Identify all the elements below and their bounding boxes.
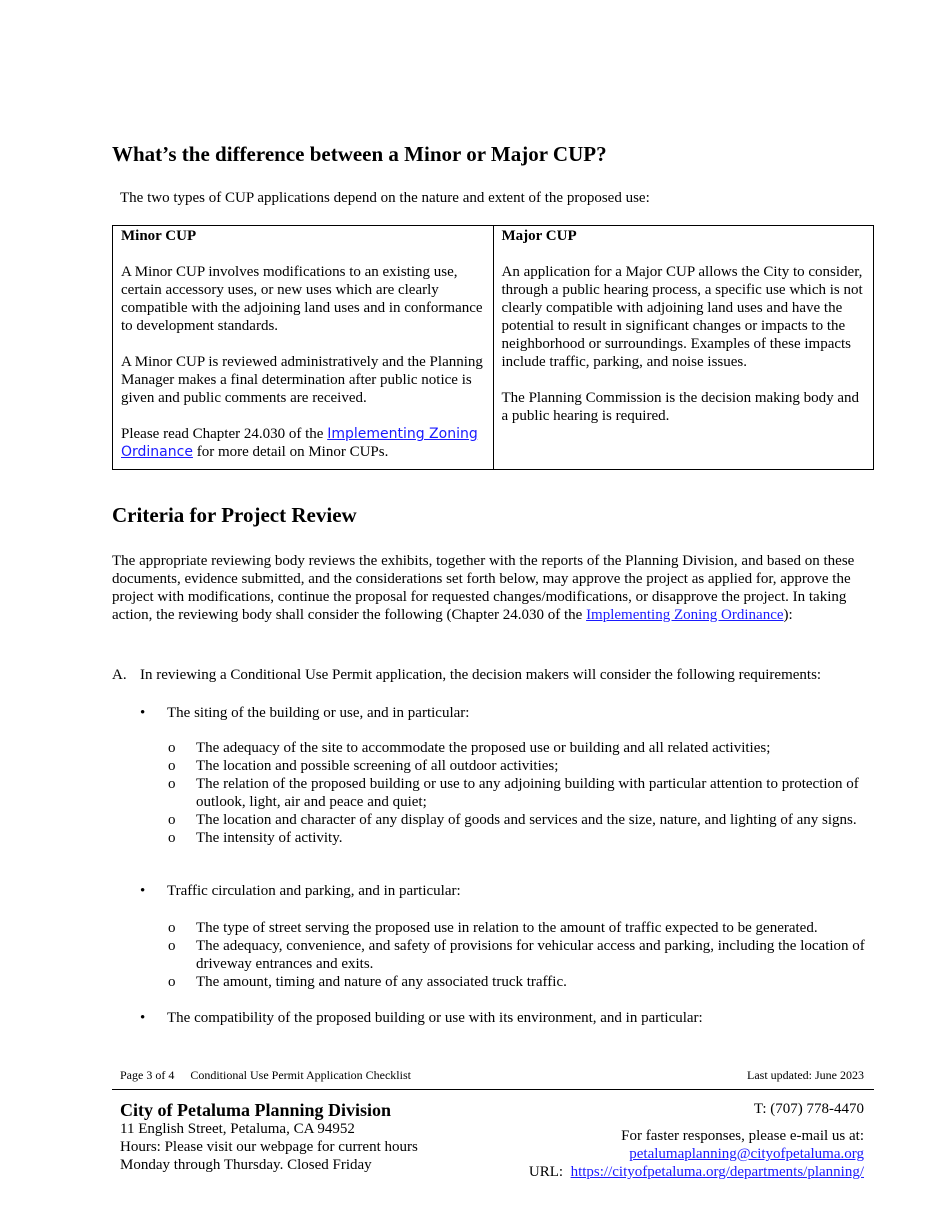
bullet-text: The siting of the building or use, and in particular:: [167, 705, 470, 721]
zoning-ordinance-link-2[interactable]: Implementing Zoning Ordinance: [586, 607, 784, 623]
sub-list-item: [168, 919, 874, 937]
minor-cup-para-1: A Minor CUP involves modifications to an existing use, certain accessory uses, or new uses which are clearly compatible with the adjoining land uses and in conformance to development standards.: [121, 264, 483, 334]
major-cup-para-2: The Planning Commission is the decision making body and a public hearing is required.: [501, 390, 859, 424]
footer-divider: [112, 1089, 874, 1090]
sub-list-traffic: [168, 919, 874, 991]
sub-list-siting: [168, 739, 874, 847]
minor-cup-para-3-before: Please read Chapter 24.030 of the: [121, 426, 328, 442]
sub-list-item: [168, 757, 874, 775]
bullet-item-siting: [140, 704, 874, 722]
list-item-a: [112, 666, 874, 684]
major-cup-para-1: An application for a Major CUP allows the City to consider, through a public hearing process, a specific use which is not clearly compatible with adjoining land uses and have the potential to result in significant changes or impacts to the neighborhood or surroundings. Examples of these impacts include traffic, parking, and noise issues.: [501, 264, 863, 370]
sub-list-item: [168, 829, 874, 847]
last-updated: Last updated: June 2023: [747, 1068, 864, 1082]
minor-cup-cell: [113, 226, 494, 470]
minor-cup-para-3: [121, 425, 485, 461]
section-heading-cup-difference: What’s the difference between a Minor or Major CUP?: [112, 142, 607, 166]
sub-list-item-text: The location and possible screening of all outdoor activities;: [196, 758, 559, 774]
circle-bullet-icon: o: [168, 974, 176, 990]
sub-list-item-text: The type of street serving the proposed use in relation to the amount of traffic expected to be generated.: [196, 920, 818, 936]
bullet-icon: •: [140, 1010, 146, 1026]
major-cup-cell: [493, 226, 874, 470]
planning-url-link[interactable]: https://cityofpetaluma.org/departments/planning/: [570, 1164, 864, 1180]
criteria-para-after: ):: [783, 607, 793, 623]
sub-list-item-text: The amount, timing and nature of any associated truck traffic.: [196, 974, 567, 990]
bullet-icon: •: [140, 705, 146, 721]
list-item-a-text: In reviewing a Conditional Use Permit application, the decision makers will consider the following requirements:: [140, 667, 822, 683]
circle-bullet-icon: o: [168, 830, 176, 846]
sub-list-item-text: The adequacy of the site to accommodate the proposed use or building and all related activities;: [196, 740, 771, 756]
bullet-item-traffic: [140, 882, 874, 900]
footer-contact-left: [120, 1100, 418, 1174]
circle-bullet-icon: o: [168, 758, 176, 774]
criteria-paragraph: [112, 552, 874, 624]
bullet-text: The compatibility of the proposed building or use with its environment, and in particular:: [167, 1010, 703, 1026]
circle-bullet-icon: o: [168, 812, 176, 828]
bullet-item-compatibility: [140, 1009, 874, 1027]
document-title: Conditional Use Permit Application Checklist: [190, 1068, 411, 1082]
days: Monday through Thursday. Closed Friday: [120, 1157, 372, 1173]
hours: Hours: Please visit our webpage for current hours: [120, 1139, 418, 1155]
email-link[interactable]: petalumaplanning@cityofpetaluma.org: [629, 1146, 864, 1162]
sub-list-item-text: The adequacy, convenience, and safety of provisions for vehicular access and parking, including the location of driveway entrances and exits.: [196, 938, 865, 972]
section-intro: The two types of CUP applications depend on the nature and extent of the proposed use:: [120, 190, 650, 206]
list-item-a-label: A.: [112, 667, 127, 683]
sub-list-item: [168, 973, 874, 991]
bullet-icon: •: [140, 883, 146, 899]
page-number: Page 3 of 4: [120, 1068, 175, 1082]
footer-meta: [120, 1066, 864, 1084]
minor-cup-para-2: A Minor CUP is reviewed administratively and the Planning Manager makes a final determination after public notice is given and public comments are received.: [121, 354, 483, 406]
minor-cup-para-3-after: for more detail on Minor CUPs.: [192, 444, 389, 460]
cup-comparison-table: [112, 225, 874, 470]
major-cup-title: Major CUP: [501, 228, 577, 244]
sub-list-item-text: The location and character of any display of goods and services and the size, nature, and lighting of any signs.: [196, 812, 857, 828]
circle-bullet-icon: o: [168, 776, 176, 792]
circle-bullet-icon: o: [168, 938, 176, 954]
address: 11 English Street, Petaluma, CA 94952: [120, 1121, 355, 1137]
email-prompt: For faster responses, please e-mail us at:: [621, 1128, 864, 1144]
url-label: URL:: [528, 1164, 571, 1180]
footer-contact-right: [529, 1100, 864, 1181]
phone: T: (707) 778-4470: [753, 1101, 864, 1117]
section-heading-criteria: Criteria for Project Review: [112, 503, 357, 527]
circle-bullet-icon: o: [168, 920, 176, 936]
criteria-para-before: The appropriate reviewing body reviews the exhibits, together with the reports of the Planning Division, and based on these documents, evidence submitted, and the considerations set forth below, may approve the project as applied for, approve the project with modifications, continue the proposal for requested changes/modifications, or disapprove the project. In taking action, the reviewing body shall consider the following (Chapter 24.030 of the: [112, 553, 855, 623]
sub-list-item-text: The intensity of activity.: [196, 830, 343, 846]
sub-list-item: [168, 811, 874, 829]
sub-list-item: [168, 739, 874, 757]
minor-cup-title: Minor CUP: [121, 228, 197, 244]
circle-bullet-icon: o: [168, 740, 176, 756]
organization-name: City of Petaluma Planning Division: [120, 1100, 392, 1120]
bullet-text: Traffic circulation and parking, and in particular:: [167, 883, 461, 899]
sub-list-item: [168, 937, 874, 973]
sub-list-item-text: The relation of the proposed building or use to any adjoining building with particular attention to protection of outlook, light, air and peace and quiet;: [196, 776, 859, 810]
sub-list-item: [168, 775, 874, 811]
zoning-ordinance-link-1[interactable]: Implementing Zoning Ordinance: [121, 426, 478, 460]
